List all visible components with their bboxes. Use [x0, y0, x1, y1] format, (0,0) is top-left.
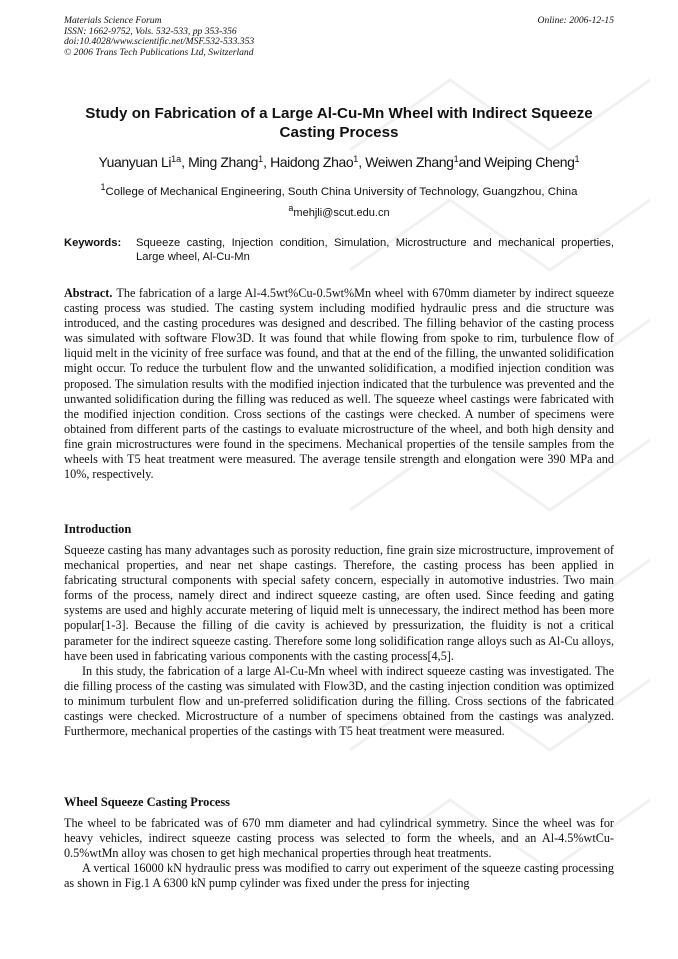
keywords-text: Squeeze casting, Injection condition, Simulation, Microstructure and mechanical properties, Large wheel, Al-Cu-Mn: [136, 237, 614, 263]
introduction-heading: Introduction: [64, 522, 132, 536]
author-name: Yuanyuan Li: [98, 154, 172, 170]
author-name: Weiwen Zhang: [365, 154, 454, 170]
publisher-watermark: [330, 70, 678, 930]
author-name: Weiping Cheng: [484, 154, 575, 170]
abstract-label: Abstract.: [64, 286, 113, 300]
paragraph: The wheel to be fabricated was of 670 mm diameter and had cylindrical symmetry. Since the wheel was for heavy vehicles, indirect squeeze casting process was selected to form the wheels, and an Al-4.5%wtCu-0.5%wtMn alloy was chosen to get high mechanical properties through heat treatments.: [64, 816, 614, 861]
author-affiliation-mark: 1: [453, 154, 459, 164]
author-affiliation-mark: 1: [353, 154, 359, 164]
email-mark: a: [288, 203, 294, 213]
paragraph: A vertical 16000 kN hydraulic press was modified to carry out experiment of the squeeze casting processing as shown in Fig.1 A 6300 kN pump cylinder was fixed under the press for injecting: [64, 861, 614, 891]
paragraph: Squeeze casting has many advantages such as porosity reduction, fine grain size microstructure, improvement of mechanical properties, and near net shape castings. Therefore, the casting process has been applied in fabricating structural components with special safety concern, especially in automotive industries. Two main forms of the process, namely direct and indirect squeeze casting, are often used. Since feeding and gating systems are used and highly accurate metering of liquid melt is unnecessary, the indirect method has been more popular[1-3]. Because the filling of die cavity is achieved by pressurization, the fluidity is not a critical parameter for the indirect squeeze casting. Therefore some long solidification range alloys such as Al-Cu alloys, have been used in fabricating various components with the casting process[4,5].: [64, 543, 614, 663]
journal-name: Materials Science Forum: [64, 15, 162, 26]
email-address: mehjli@scut.edu.cn: [293, 207, 390, 219]
contact-email: [60, 203, 618, 219]
keywords: [64, 236, 614, 264]
issn-line: ISSN: 1662-9752, Vols. 532-533, pp 353-356: [64, 25, 237, 37]
author-affiliation-mark: 1a: [171, 154, 182, 164]
paper-title: Study on Fabrication of a Large Al-Cu-Mn Wheel with Indirect Squeeze Casting Process: [85, 105, 593, 141]
abstract: [64, 286, 614, 482]
introduction-body: [64, 543, 614, 739]
affiliation-mark: 1: [100, 182, 106, 192]
keywords-label: Keywords:: [64, 237, 122, 249]
author-affiliation-mark: 1: [258, 154, 264, 164]
copyright-line: © 2006 Trans Tech Publications Ltd, Switzerland: [64, 46, 254, 58]
doi-line: doi:10.4028/www.scientific.net/MSF.532-533.353: [64, 36, 255, 48]
online-date: Online: 2006-12-15: [537, 15, 614, 26]
wheel-process-body: [64, 816, 614, 891]
author-affiliation-mark: 1: [574, 154, 580, 164]
affiliation: [30, 182, 648, 198]
paragraph: In this study, the fabrication of a large Al-Cu-Mn wheel with indirect squeeze casting was investigated. The die filling process of the casting was simulated with Flow3D, and the casting injection condition was optimized to minimum turbulent flow and un-preferred solidification during the filling. Cross sections of the fabricated castings were checked. Microstructure of a number of specimens obtained from the castings was analyzed. Furthermore, mechanical properties of the castings with T5 heat treatment were measured.: [64, 663, 614, 739]
author-name: Ming Zhang: [188, 154, 259, 170]
wheel-process-heading: Wheel Squeeze Casting Process: [64, 795, 230, 809]
author-name: Haidong Zhao: [270, 154, 354, 170]
journal-header: [64, 16, 254, 58]
author-list: Yuanyuan $Li^{1a}$, Ming Zhang$^1$, Haidong Zhao$^1$, Weiwen Zhang$^1$and Weiping Cheng$^1$: [98, 154, 580, 170]
affiliation-text: College of Mechanical Engineering, South China University of Technology, Guangzhou, China: [105, 186, 578, 198]
abstract-text: The fabrication of a large Al-4.5wt%Cu-0.5wt%Mn wheel with 670mm diameter by indirect squeeze casting process was studied. The casting system including modified hydraulic press and die structure was introduced, and the casting procedures was designed and described. The filling behavior of the casting process was simulated with software Flow3D. It was found that while flowing from spoke to rim, turbulence flow of liquid melt in the vicinity of free surface was found, and that at the end of the filling, the unwanted solidification might occur. To reduce the turbulent flow and the unwanted solidification, a modified injection condition was proposed. The simulation results with the modified injection indicated that the turbulence was prevented and the unwanted solidification during the filling was reduced as well. The squeeze wheel castings were fabricated with the modified injection condition. Cross sections of the castings were checked. A number of specimens were obtained from different parts of the castings to evaluate microstructure of the wheel, and both high density and fine grain microstructures were found in the specimens. Mechanical properties of the tensile samples from the wheels with T5 heat treatment were measured. The average tensile strength and elongation were 390 MPa and 10%, respectively.: [64, 286, 614, 482]
